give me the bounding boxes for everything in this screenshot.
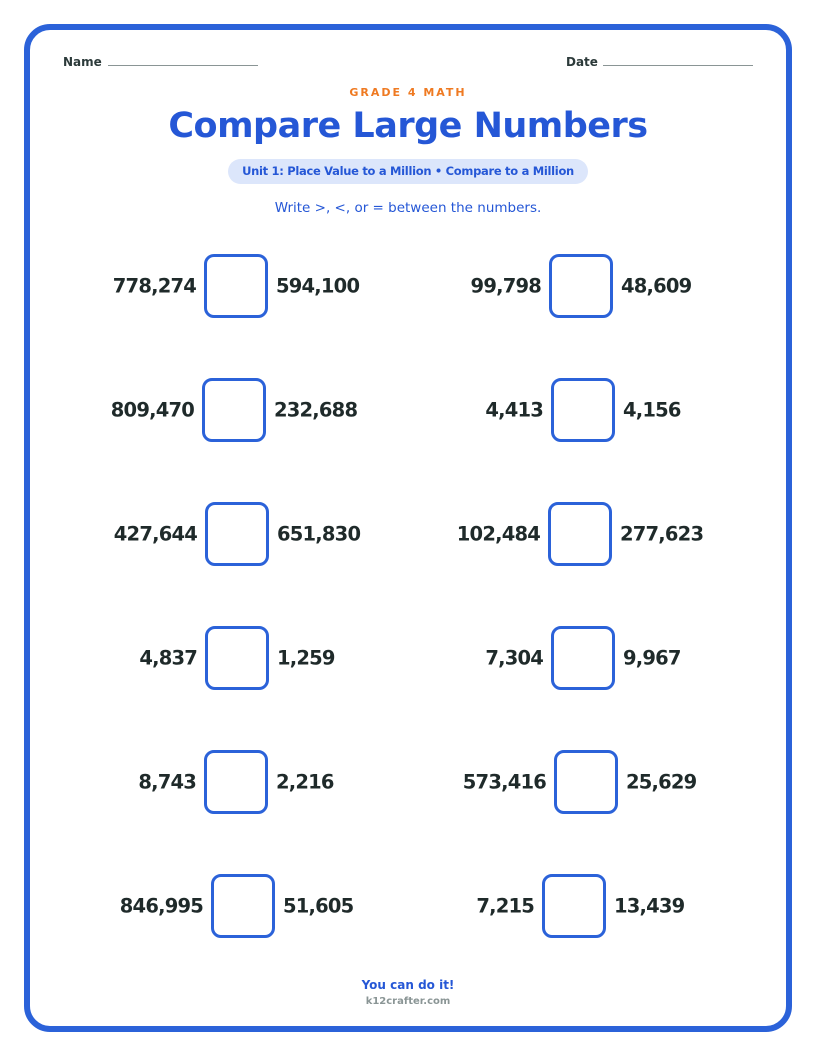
name-line[interactable] (108, 65, 258, 66)
answer-box[interactable] (205, 626, 269, 690)
left-number: 809,470 (110, 398, 194, 422)
footer-site: k12crafter.com (365, 996, 451, 1007)
grade-label: GRADE 4 MATH (349, 86, 467, 99)
right-number: 651,830 (277, 522, 361, 546)
left-number: 7,215 (476, 894, 534, 918)
name-label: Name (63, 55, 102, 69)
right-number: 4,156 (623, 398, 681, 422)
answer-box[interactable] (554, 750, 618, 814)
right-number: 1,259 (277, 646, 335, 670)
right-number: 594,100 (276, 274, 360, 298)
right-number: 9,967 (623, 646, 681, 670)
right-number: 2,216 (276, 770, 334, 794)
answer-box[interactable] (548, 502, 612, 566)
unit-badge: Unit 1: Place Value to a Million • Compare to a Million (228, 159, 588, 184)
left-number: 427,644 (113, 522, 197, 546)
left-number: 8,743 (138, 770, 196, 794)
answer-box[interactable] (204, 750, 268, 814)
right-number: 51,605 (283, 894, 354, 918)
date-label: Date (566, 55, 598, 69)
left-number: 573,416 (462, 770, 546, 794)
left-number: 4,413 (485, 398, 543, 422)
answer-box[interactable] (549, 254, 613, 318)
left-number: 778,274 (112, 274, 196, 298)
page-title: Compare Large Numbers (168, 106, 648, 146)
right-number: 13,439 (614, 894, 685, 918)
instructions: Write >, <, or = between the numbers. (274, 200, 542, 216)
left-number: 846,995 (119, 894, 203, 918)
answer-box[interactable] (204, 254, 268, 318)
right-number: 232,688 (274, 398, 358, 422)
left-number: 99,798 (470, 274, 541, 298)
left-number: 4,837 (139, 646, 197, 670)
left-number: 102,484 (456, 522, 540, 546)
left-number: 7,304 (485, 646, 543, 670)
answer-box[interactable] (542, 874, 606, 938)
right-number: 48,609 (621, 274, 692, 298)
date-line[interactable] (603, 65, 753, 66)
answer-box[interactable] (551, 626, 615, 690)
answer-box[interactable] (551, 378, 615, 442)
right-number: 25,629 (626, 770, 697, 794)
right-number: 277,623 (620, 522, 704, 546)
footer-message: You can do it! (361, 978, 455, 992)
answer-box[interactable] (202, 378, 266, 442)
answer-box[interactable] (205, 502, 269, 566)
answer-box[interactable] (211, 874, 275, 938)
